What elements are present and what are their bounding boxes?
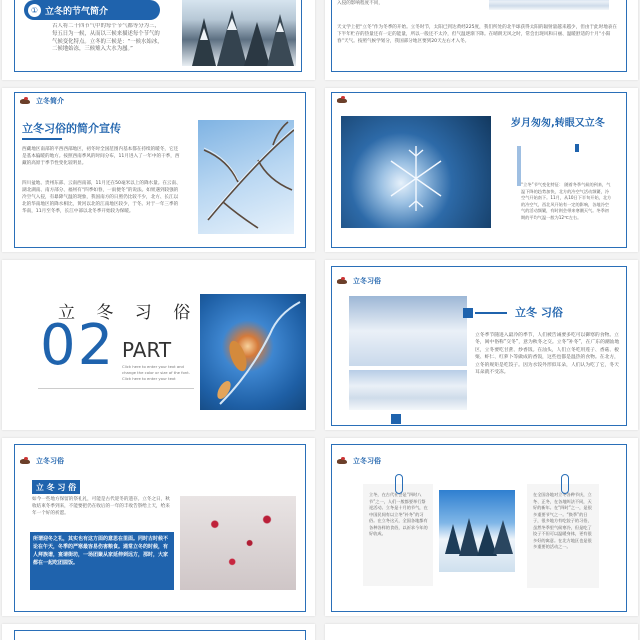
bird-on-branch-icon bbox=[20, 457, 32, 466]
right-card bbox=[527, 484, 599, 588]
tree-silhouettes bbox=[182, 0, 296, 66]
title-underline bbox=[22, 138, 62, 140]
frosted-grass-photo bbox=[349, 296, 467, 366]
frozen-bud-photo bbox=[200, 294, 306, 410]
slide-thumbnail-9[interactable] bbox=[2, 624, 315, 640]
slide-body-text-top: 入侵的影响程度不同， bbox=[337, 1, 383, 6]
snowy-trees-photo bbox=[182, 0, 296, 66]
bird-on-branch-icon bbox=[337, 457, 349, 466]
accent-square bbox=[391, 414, 401, 424]
red-berries-photo bbox=[180, 496, 296, 590]
snowy-branch-photo bbox=[349, 370, 467, 410]
slide-title: 立冬的节气简介 bbox=[45, 6, 109, 17]
header-label: 立冬习俗 bbox=[36, 457, 64, 465]
section-number: 02 bbox=[40, 313, 116, 378]
slide-thumbnail-2[interactable] bbox=[325, 0, 638, 80]
slide-header bbox=[337, 276, 381, 286]
bud-branch-shape bbox=[200, 294, 306, 410]
accent-square bbox=[463, 308, 473, 318]
divider-line bbox=[38, 388, 194, 389]
part-label: PART bbox=[122, 338, 172, 362]
slide-thumbnail-1[interactable] bbox=[2, 0, 315, 80]
step-number-badge: ① bbox=[28, 4, 41, 17]
slide-body-text: 如今一些地方保留的祭礼礼，可能是古代迎冬的遗存。立冬之日，秋收结束冬季到来，不能要把仍在收后的一年的丰收告祭给上天，给来年一个好的祈愿。 bbox=[32, 497, 170, 517]
slide-frame bbox=[14, 630, 306, 640]
slide-title: 岁月匆匆,转眼又立冬 bbox=[511, 118, 605, 129]
slide-body-text: 古人将二十四节气中的每个节气都等分为三，每五日为一候，从而以三候来描述每个节气的气候变化特点。立冬的三候是：“一候水始冰，二候地始冻，三候雉入大水为蜃。” bbox=[52, 23, 163, 53]
left-card bbox=[363, 484, 433, 586]
box-title: 立 冬 习 俗 bbox=[32, 480, 80, 494]
frost-crystal-photo bbox=[341, 116, 491, 228]
snowy-forest-photo bbox=[439, 490, 515, 572]
accent-bar bbox=[517, 146, 521, 186]
slide-header bbox=[20, 456, 64, 466]
slide-body-text: 立冬季节随进入最冷的季节，人们被告诫要多吃可以御寒的食物。立冬，闽中俗称“交冬”，意为秋冬之交。立冬“补冬”，在广东的潮汕地区，立冬要吃甘蔗、炒香饭。在汕头，人们立冬吃用莲子、香菇、板栗、虾仁、红萝卜等做成的香饭，这些也都是温热的食物。在北方，立冬的规矩是吃饺子。因为水饺外形似耳朵，人们认为吃了它，冬天耳朵就不受冻。 bbox=[475, 333, 620, 376]
slide-header bbox=[20, 96, 64, 106]
left-card-text: 立冬，在古代社会是“四时八节”之一，人们一般都要举行祭祀活动。立冬是十月的节气，在中国民间有以立冬“补冬”的习俗。在立冬这天，全国各地都有各种各样的食俗，以祈求今年的好收成。 bbox=[369, 492, 428, 536]
accent-square bbox=[575, 144, 579, 152]
slide-thumbnail-10[interactable] bbox=[325, 624, 638, 640]
bird-on-branch-icon bbox=[337, 96, 349, 105]
slide-header bbox=[337, 456, 381, 466]
header-label: 立冬简介 bbox=[36, 97, 64, 105]
paperclip-icon bbox=[395, 474, 403, 494]
branch-lines bbox=[198, 120, 294, 234]
slide-header bbox=[337, 96, 349, 105]
frost-photo-strip bbox=[489, 0, 609, 10]
section-title: 立 冬 习 俗 bbox=[58, 303, 199, 323]
right-card-text: 在全国各地对立冬各种节庆，立冬、正冬，在各地叫法不同，天好的新年。在“四时”之一，是很多重要节气之一。“换季”的日子，很多地方有吃饺子的习俗，虽然冬季里气候寒冷，但是吃了饺子不但可以温暖身体，更有很多好的寓意。在北方地区也是很多重要的活动之一。 bbox=[533, 492, 592, 549]
slide-thumbnail-3[interactable] bbox=[2, 88, 315, 252]
slide-title: 立冬 习俗 bbox=[515, 306, 563, 319]
slide-body-text: 天文学上把“立冬”作为冬季的开始。立冬时节，太阳已到达黄经225度，我们所处的北半球获得太阳的辐射量越来越少，但由于此时地表在下半年贮存的热量还有一定的能量，所以一般还不太冷，但气温逐渐下降。在晴朗无风之时，常会出现风和日丽、温暖舒适的十月“小阳春”天气。按照气候学划分，我国部分地区要到20天左右才入冬。 bbox=[337, 25, 617, 45]
frosted-branches-photo bbox=[198, 120, 294, 234]
blue-highlight-box: 所谓迎冬之礼，其实也有这方面的意思在里面。同时古时候不论在午天，冬季的严寒最容易伤害粮食。通常立冬的时候，有人拜族谱，宴请街坊，一场团聚从家延伸到远方，那时，大家都在一起吃团圆饭。 bbox=[30, 532, 174, 590]
slide-thumbnail-8[interactable] bbox=[325, 438, 638, 616]
ice-crystal-shape bbox=[341, 116, 491, 228]
placeholder-note: Click here to enter your text and change the color or size of the font. Click here to enter your text bbox=[122, 364, 190, 381]
header-label: 立冬习俗 bbox=[353, 457, 381, 465]
slide-thumbnail-6[interactable] bbox=[325, 260, 638, 430]
forest-trees bbox=[439, 490, 515, 572]
title-rule bbox=[475, 312, 507, 314]
slide-body-text: “立冬”节气变化特征： 随着冬季气候的到来，气温下降的趋势加快，北方的冷空气活动频繁，冷空气开始南下。11月，从10日下半旬开始，北方的冷空气，西北风开始有一定的影响，各地冷空气的活动频繁，有时则会带来寒潮天气。冬季初期的平均气温一般为12℃左右。 bbox=[521, 182, 612, 220]
bird-on-branch-icon bbox=[20, 97, 32, 106]
slide-thumbnail-5[interactable] bbox=[2, 260, 315, 430]
paperclip-icon bbox=[561, 474, 569, 494]
slide-thumbnail-4[interactable] bbox=[325, 88, 638, 252]
slide-title: 立冬习俗的简介宣传 bbox=[22, 122, 121, 135]
paragraph-2: 四川盆地、贵州东部、云南西南部，11月还在50毫米以上的降水量。在云南、湖北湖南、南方部分、福州有“四季如春，一雨便冬”的说法。如果遇到较强的冷空气入侵，有暴降气温的现象，我国南方的日照仍比较不少，北方、长江以北的华南地区的降水相比，黄河以北的江南地区较少，于冬。对于一年三季的华南，11月至冬季，长江中部以北冬季开始较为保暖。 bbox=[22, 181, 181, 215]
slide-title-pill bbox=[24, 0, 160, 20]
bird-on-branch-icon bbox=[337, 277, 349, 286]
header-label: 立冬习俗 bbox=[353, 277, 381, 285]
slide-thumbnail-7[interactable] bbox=[2, 438, 315, 616]
paragraph-1: 西藏地区南部的平西西部地区，初冬时全国范围内基本都在持续的暖冬，它还是基本偏暖的地方。按照西南季风的时间分布，11月进入了一年中的干季，西藏的高原于季节性变化较明显。 bbox=[22, 147, 180, 167]
